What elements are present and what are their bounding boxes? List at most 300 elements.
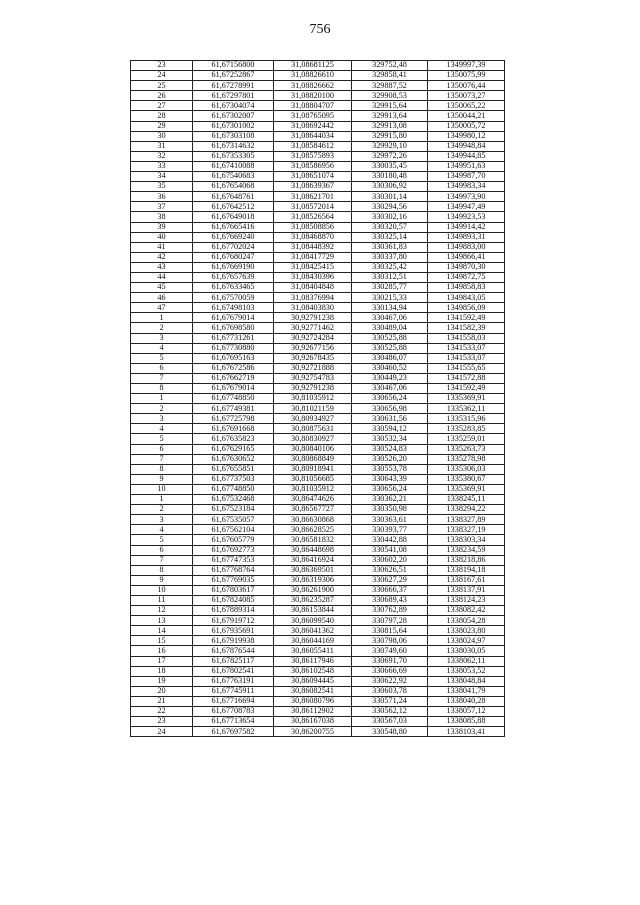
x-coordinate-cell: 330541,08 <box>352 545 428 555</box>
y-coordinate-cell: 1338024,97 <box>428 636 505 646</box>
point-number-cell: 20 <box>131 686 193 696</box>
longitude-cell: 31,08425415 <box>274 262 352 272</box>
latitude-cell: 61,67297801 <box>193 91 274 101</box>
latitude-cell: 61,67730880 <box>193 343 274 353</box>
x-coordinate-cell: 329858,41 <box>352 71 428 81</box>
latitude-cell: 61,67713654 <box>193 717 274 727</box>
latitude-cell: 61,67825117 <box>193 656 274 666</box>
latitude-cell: 61,67708783 <box>193 707 274 717</box>
latitude-cell: 61,67876544 <box>193 646 274 656</box>
latitude-cell: 61,67657639 <box>193 272 274 282</box>
point-number-cell: 4 <box>131 343 193 353</box>
table-row <box>131 91 505 101</box>
coordinates-table <box>130 60 505 737</box>
x-coordinate-cell: 330467,06 <box>352 313 428 323</box>
table-row <box>131 696 505 706</box>
y-coordinate-cell: 1335362,11 <box>428 404 505 414</box>
y-coordinate-cell: 1349893,31 <box>428 232 505 242</box>
x-coordinate-cell: 330526,20 <box>352 454 428 464</box>
table-row <box>131 565 505 575</box>
latitude-cell: 61,67747353 <box>193 555 274 565</box>
x-coordinate-cell: 329913,64 <box>352 111 428 121</box>
point-number-cell: 5 <box>131 434 193 444</box>
latitude-cell: 61,67540683 <box>193 172 274 182</box>
longitude-cell: 30,86261900 <box>274 585 352 595</box>
x-coordinate-cell: 330689,43 <box>352 595 428 605</box>
x-coordinate-cell: 330325,14 <box>352 232 428 242</box>
x-coordinate-cell: 330643,39 <box>352 474 428 484</box>
y-coordinate-cell: 1341558,03 <box>428 333 505 343</box>
latitude-cell: 61,67824085 <box>193 595 274 605</box>
y-coordinate-cell: 1349973,90 <box>428 192 505 202</box>
point-number-cell: 41 <box>131 242 193 252</box>
latitude-cell: 61,67252867 <box>193 71 274 81</box>
longitude-cell: 30,80830927 <box>274 434 352 444</box>
y-coordinate-cell: 1338054,28 <box>428 616 505 626</box>
x-coordinate-cell: 330460,52 <box>352 363 428 373</box>
longitude-cell: 30,86628525 <box>274 525 352 535</box>
latitude-cell: 61,67662719 <box>193 373 274 383</box>
x-coordinate-cell: 330035,45 <box>352 161 428 171</box>
table-row <box>131 686 505 696</box>
table-row <box>131 242 505 252</box>
point-number-cell: 6 <box>131 363 193 373</box>
latitude-cell: 61,67635823 <box>193 434 274 444</box>
table-row <box>131 262 505 272</box>
y-coordinate-cell: 1349843,05 <box>428 293 505 303</box>
latitude-cell: 61,67630652 <box>193 454 274 464</box>
table-row <box>131 293 505 303</box>
point-number-cell: 38 <box>131 212 193 222</box>
x-coordinate-cell: 330449,23 <box>352 373 428 383</box>
table-row <box>131 192 505 202</box>
table-row <box>131 394 505 404</box>
y-coordinate-cell: 1338053,52 <box>428 666 505 676</box>
x-coordinate-cell: 330525,88 <box>352 333 428 343</box>
longitude-cell: 30,86094445 <box>274 676 352 686</box>
latitude-cell: 61,67314632 <box>193 141 274 151</box>
longitude-cell: 31,08584612 <box>274 141 352 151</box>
x-coordinate-cell: 330562,12 <box>352 707 428 717</box>
y-coordinate-cell: 1350065,22 <box>428 101 505 111</box>
longitude-cell: 30,86200755 <box>274 727 352 737</box>
longitude-cell: 30,86581832 <box>274 535 352 545</box>
point-number-cell: 4 <box>131 424 193 434</box>
y-coordinate-cell: 1335380,67 <box>428 474 505 484</box>
point-number-cell: 4 <box>131 525 193 535</box>
table-row <box>131 606 505 616</box>
point-number-cell: 14 <box>131 626 193 636</box>
x-coordinate-cell: 330215,33 <box>352 293 428 303</box>
x-coordinate-cell: 329915,64 <box>352 101 428 111</box>
x-coordinate-cell: 330666,37 <box>352 585 428 595</box>
table-row <box>131 707 505 717</box>
x-coordinate-cell: 330285,77 <box>352 283 428 293</box>
longitude-cell: 31,08508856 <box>274 222 352 232</box>
y-coordinate-cell: 1341582,39 <box>428 323 505 333</box>
longitude-cell: 30,92791238 <box>274 313 352 323</box>
longitude-cell: 30,86102548 <box>274 666 352 676</box>
longitude-cell: 31,08586956 <box>274 161 352 171</box>
longitude-cell: 31,08644034 <box>274 131 352 141</box>
latitude-cell: 61,67935691 <box>193 626 274 636</box>
y-coordinate-cell: 1350076,44 <box>428 81 505 91</box>
longitude-cell: 30,92724284 <box>274 333 352 343</box>
longitude-cell: 31,08681125 <box>274 61 352 71</box>
x-coordinate-cell: 330571,24 <box>352 696 428 706</box>
y-coordinate-cell: 1349947,49 <box>428 202 505 212</box>
longitude-cell: 30,86044169 <box>274 636 352 646</box>
longitude-cell: 31,08526564 <box>274 212 352 222</box>
table-row <box>131 626 505 636</box>
point-number-cell: 28 <box>131 111 193 121</box>
latitude-cell: 61,67669240 <box>193 232 274 242</box>
x-coordinate-cell: 330553,78 <box>352 464 428 474</box>
longitude-cell: 30,86448698 <box>274 545 352 555</box>
point-number-cell: 8 <box>131 565 193 575</box>
x-coordinate-cell: 330797,28 <box>352 616 428 626</box>
y-coordinate-cell: 1335283,85 <box>428 424 505 434</box>
x-coordinate-cell: 329913,08 <box>352 121 428 131</box>
point-number-cell: 43 <box>131 262 193 272</box>
x-coordinate-cell: 330656,24 <box>352 394 428 404</box>
point-number-cell: 2 <box>131 404 193 414</box>
table-row <box>131 474 505 484</box>
table-row <box>131 505 505 515</box>
y-coordinate-cell: 1338294,22 <box>428 505 505 515</box>
table-row <box>131 373 505 383</box>
latitude-cell: 61,67679014 <box>193 384 274 394</box>
table-row <box>131 111 505 121</box>
longitude-cell: 30,86167038 <box>274 717 352 727</box>
latitude-cell: 61,67648761 <box>193 192 274 202</box>
table-row <box>131 172 505 182</box>
point-number-cell: 27 <box>131 101 193 111</box>
y-coordinate-cell: 1335263,73 <box>428 444 505 454</box>
table-row <box>131 323 505 333</box>
y-coordinate-cell: 1338082,42 <box>428 606 505 616</box>
point-number-cell: 23 <box>131 717 193 727</box>
x-coordinate-cell: 330622,92 <box>352 676 428 686</box>
x-coordinate-cell: 330362,21 <box>352 495 428 505</box>
y-coordinate-cell: 1341592,49 <box>428 384 505 394</box>
point-number-cell: 3 <box>131 414 193 424</box>
latitude-cell: 61,67649018 <box>193 212 274 222</box>
table-row <box>131 161 505 171</box>
latitude-cell: 61,67302007 <box>193 111 274 121</box>
y-coordinate-cell: 1338041,79 <box>428 686 505 696</box>
table-row <box>131 414 505 424</box>
table-row <box>131 272 505 282</box>
table-row <box>131 252 505 262</box>
x-coordinate-cell: 330691,70 <box>352 656 428 666</box>
y-coordinate-cell: 1349914,42 <box>428 222 505 232</box>
latitude-cell: 61,67737503 <box>193 474 274 484</box>
table-row <box>131 131 505 141</box>
point-number-cell: 23 <box>131 61 193 71</box>
point-number-cell: 2 <box>131 323 193 333</box>
table-row <box>131 616 505 626</box>
table-row <box>131 182 505 192</box>
x-coordinate-cell: 330301,14 <box>352 192 428 202</box>
x-coordinate-cell: 329752,48 <box>352 61 428 71</box>
point-number-cell: 42 <box>131 252 193 262</box>
y-coordinate-cell: 1350044,21 <box>428 111 505 121</box>
point-number-cell: 40 <box>131 232 193 242</box>
latitude-cell: 61,67498103 <box>193 303 274 313</box>
latitude-cell: 61,67633465 <box>193 283 274 293</box>
x-coordinate-cell: 330525,88 <box>352 343 428 353</box>
y-coordinate-cell: 1341572,88 <box>428 373 505 383</box>
point-number-cell: 7 <box>131 454 193 464</box>
table-row <box>131 313 505 323</box>
latitude-cell: 61,67303108 <box>193 131 274 141</box>
point-number-cell: 8 <box>131 464 193 474</box>
x-coordinate-cell: 330302,16 <box>352 212 428 222</box>
x-coordinate-cell: 330798,06 <box>352 636 428 646</box>
y-coordinate-cell: 1350005,72 <box>428 121 505 131</box>
longitude-cell: 31,08468870 <box>274 232 352 242</box>
point-number-cell: 13 <box>131 616 193 626</box>
longitude-cell: 30,86041362 <box>274 626 352 636</box>
y-coordinate-cell: 1338124,23 <box>428 595 505 605</box>
table-row <box>131 717 505 727</box>
point-number-cell: 22 <box>131 707 193 717</box>
table-row <box>131 232 505 242</box>
y-coordinate-cell: 1338048,84 <box>428 676 505 686</box>
table-row <box>131 61 505 71</box>
latitude-cell: 61,67748850 <box>193 484 274 494</box>
x-coordinate-cell: 330631,56 <box>352 414 428 424</box>
point-number-cell: 21 <box>131 696 193 706</box>
longitude-cell: 30,80934927 <box>274 414 352 424</box>
y-coordinate-cell: 1349944,85 <box>428 151 505 161</box>
longitude-cell: 30,86055411 <box>274 646 352 656</box>
y-coordinate-cell: 1349923,53 <box>428 212 505 222</box>
point-number-cell: 12 <box>131 606 193 616</box>
x-coordinate-cell: 330489,04 <box>352 323 428 333</box>
point-number-cell: 46 <box>131 293 193 303</box>
latitude-cell: 61,67642512 <box>193 202 274 212</box>
x-coordinate-cell: 330361,83 <box>352 242 428 252</box>
latitude-cell: 61,67655851 <box>193 464 274 474</box>
latitude-cell: 61,67665416 <box>193 222 274 232</box>
y-coordinate-cell: 1349866,41 <box>428 252 505 262</box>
table-row <box>131 384 505 394</box>
point-number-cell: 3 <box>131 333 193 343</box>
table-row <box>131 71 505 81</box>
latitude-cell: 61,67692773 <box>193 545 274 555</box>
table-row <box>131 444 505 454</box>
y-coordinate-cell: 1338194,18 <box>428 565 505 575</box>
table-row <box>131 283 505 293</box>
latitude-cell: 61,67697582 <box>193 727 274 737</box>
longitude-cell: 31,08639367 <box>274 182 352 192</box>
y-coordinate-cell: 1338103,41 <box>428 727 505 737</box>
point-number-cell: 35 <box>131 182 193 192</box>
y-coordinate-cell: 1338023,80 <box>428 626 505 636</box>
table-row <box>131 585 505 595</box>
longitude-cell: 31,08403830 <box>274 303 352 313</box>
x-coordinate-cell: 330467,06 <box>352 384 428 394</box>
x-coordinate-cell: 330548,80 <box>352 727 428 737</box>
latitude-cell: 61,67410088 <box>193 161 274 171</box>
point-number-cell: 37 <box>131 202 193 212</box>
x-coordinate-cell: 330627,29 <box>352 575 428 585</box>
x-coordinate-cell: 330393,77 <box>352 525 428 535</box>
x-coordinate-cell: 329972,26 <box>352 151 428 161</box>
latitude-cell: 61,67278991 <box>193 81 274 91</box>
point-number-cell: 47 <box>131 303 193 313</box>
point-number-cell: 32 <box>131 151 193 161</box>
table-row <box>131 202 505 212</box>
latitude-cell: 61,67716694 <box>193 696 274 706</box>
x-coordinate-cell: 329915,80 <box>352 131 428 141</box>
y-coordinate-cell: 1349870,30 <box>428 262 505 272</box>
table-row <box>131 575 505 585</box>
point-number-cell: 17 <box>131 656 193 666</box>
point-number-cell: 10 <box>131 585 193 595</box>
y-coordinate-cell: 1338303,34 <box>428 535 505 545</box>
table-row <box>131 151 505 161</box>
point-number-cell: 24 <box>131 71 193 81</box>
longitude-cell: 30,86117946 <box>274 656 352 666</box>
point-number-cell: 31 <box>131 141 193 151</box>
x-coordinate-cell: 330815,64 <box>352 626 428 636</box>
latitude-cell: 61,67919938 <box>193 636 274 646</box>
longitude-cell: 30,80918941 <box>274 464 352 474</box>
point-number-cell: 33 <box>131 161 193 171</box>
longitude-cell: 31,08765095 <box>274 111 352 121</box>
y-coordinate-cell: 1350075,99 <box>428 71 505 81</box>
longitude-cell: 31,08692442 <box>274 121 352 131</box>
x-coordinate-cell: 330320,57 <box>352 222 428 232</box>
point-number-cell: 1 <box>131 394 193 404</box>
latitude-cell: 61,67691668 <box>193 424 274 434</box>
y-coordinate-cell: 1349951,63 <box>428 161 505 171</box>
y-coordinate-cell: 1349858,83 <box>428 283 505 293</box>
longitude-cell: 30,86474626 <box>274 495 352 505</box>
table-row <box>131 404 505 414</box>
point-number-cell: 18 <box>131 666 193 676</box>
y-coordinate-cell: 1338030,05 <box>428 646 505 656</box>
table-row <box>131 424 505 434</box>
point-number-cell: 34 <box>131 172 193 182</box>
latitude-cell: 61,67745911 <box>193 686 274 696</box>
y-coordinate-cell: 1338057,12 <box>428 707 505 717</box>
table-row <box>131 212 505 222</box>
y-coordinate-cell: 1335259,01 <box>428 434 505 444</box>
table-row <box>131 333 505 343</box>
x-coordinate-cell: 330602,20 <box>352 555 428 565</box>
table-row <box>131 515 505 525</box>
latitude-cell: 61,67672586 <box>193 363 274 373</box>
x-coordinate-cell: 330656,98 <box>352 404 428 414</box>
point-number-cell: 9 <box>131 474 193 484</box>
y-coordinate-cell: 1349980,12 <box>428 131 505 141</box>
table-row <box>131 343 505 353</box>
table-row <box>131 141 505 151</box>
point-number-cell: 7 <box>131 555 193 565</box>
latitude-cell: 61,67803617 <box>193 585 274 595</box>
latitude-cell: 61,67802541 <box>193 666 274 676</box>
longitude-cell: 30,86319306 <box>274 575 352 585</box>
point-number-cell: 24 <box>131 727 193 737</box>
y-coordinate-cell: 1349872,75 <box>428 272 505 282</box>
y-coordinate-cell: 1338040,28 <box>428 696 505 706</box>
latitude-cell: 61,67680247 <box>193 252 274 262</box>
longitude-cell: 31,08621701 <box>274 192 352 202</box>
longitude-cell: 30,92791238 <box>274 384 352 394</box>
y-coordinate-cell: 1349883,00 <box>428 242 505 252</box>
longitude-cell: 30,86567727 <box>274 505 352 515</box>
x-coordinate-cell: 330134,94 <box>352 303 428 313</box>
page-number: 756 <box>309 22 331 37</box>
table-row <box>131 454 505 464</box>
point-number-cell: 25 <box>131 81 193 91</box>
longitude-cell: 30,86080796 <box>274 696 352 706</box>
table-row <box>131 434 505 444</box>
x-coordinate-cell: 330656,24 <box>352 484 428 494</box>
latitude-cell: 61,67748850 <box>193 394 274 404</box>
table-row <box>131 121 505 131</box>
y-coordinate-cell: 1341592,49 <box>428 313 505 323</box>
point-number-cell: 6 <box>131 444 193 454</box>
longitude-cell: 30,81035912 <box>274 484 352 494</box>
table-row <box>131 222 505 232</box>
latitude-cell: 61,67570059 <box>193 293 274 303</box>
latitude-cell: 61,67304074 <box>193 101 274 111</box>
latitude-cell: 61,67301002 <box>193 121 274 131</box>
table-row <box>131 595 505 605</box>
point-number-cell: 30 <box>131 131 193 141</box>
point-number-cell: 26 <box>131 91 193 101</box>
y-coordinate-cell: 1349948,84 <box>428 141 505 151</box>
point-number-cell: 1 <box>131 313 193 323</box>
longitude-cell: 30,92721888 <box>274 363 352 373</box>
point-number-cell: 1 <box>131 495 193 505</box>
x-coordinate-cell: 330306,92 <box>352 182 428 192</box>
x-coordinate-cell: 330180,48 <box>352 172 428 182</box>
table-row <box>131 636 505 646</box>
y-coordinate-cell: 1338218,86 <box>428 555 505 565</box>
latitude-cell: 61,67889314 <box>193 606 274 616</box>
longitude-cell: 30,86235287 <box>274 595 352 605</box>
y-coordinate-cell: 1350073,27 <box>428 91 505 101</box>
latitude-cell: 61,67156800 <box>193 61 274 71</box>
x-coordinate-cell: 330567,03 <box>352 717 428 727</box>
latitude-cell: 61,67532468 <box>193 495 274 505</box>
y-coordinate-cell: 1341533,07 <box>428 343 505 353</box>
longitude-cell: 30,92771462 <box>274 323 352 333</box>
x-coordinate-cell: 330626,51 <box>352 565 428 575</box>
point-number-cell: 9 <box>131 575 193 585</box>
longitude-cell: 30,81035912 <box>274 394 352 404</box>
y-coordinate-cell: 1349997,39 <box>428 61 505 71</box>
point-number-cell: 45 <box>131 283 193 293</box>
longitude-cell: 31,08826662 <box>274 81 352 91</box>
latitude-cell: 61,67654068 <box>193 182 274 192</box>
x-coordinate-cell: 330294,56 <box>352 202 428 212</box>
x-coordinate-cell: 330312,51 <box>352 272 428 282</box>
table-row <box>131 535 505 545</box>
x-coordinate-cell: 330532,34 <box>352 434 428 444</box>
longitude-cell: 30,92677156 <box>274 343 352 353</box>
latitude-cell: 61,67919712 <box>193 616 274 626</box>
longitude-cell: 30,86416924 <box>274 555 352 565</box>
x-coordinate-cell: 330442,88 <box>352 535 428 545</box>
table-row <box>131 525 505 535</box>
